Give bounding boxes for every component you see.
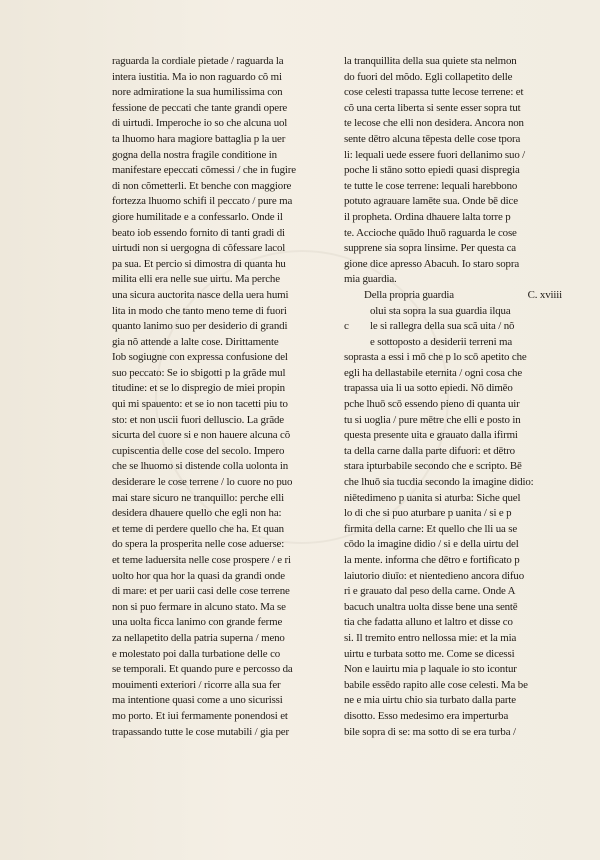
left-text-column [112,54,340,740]
text-line: la mente. informa che dētro e fortificato p [344,554,520,566]
text-line: uolto hor qua hor la quasi da grandi onde [112,569,285,582]
text-line: milita elli era nelle sue uirtu. Ma perche [112,273,280,286]
text-line: bile sopra di se: ma sotto di se era turba / [344,725,516,738]
text-line: fortezza lhuomo schifi il peccato / pure ma [112,195,293,208]
text-line: che lhuō sia tucdia secondo la imagine didio: [344,476,534,489]
text-line: giore humilitade e a confessarlo. Onde il [112,210,283,223]
text-line: fessione de peccati che tante grandi opere [112,101,288,114]
text-line: poche li stāno sotto epiedi quasi dispregia [344,164,520,177]
text-line: laiutorio diuīo: et nientedieno ancora difuo [344,569,524,582]
text-line: e sottoposto a desiderii terreni ma [370,335,513,348]
text-line: te. Accioche quādo lhuō raguarda le cose [344,226,517,239]
text-line: una uolta ficca lanimo con grande ferme [112,616,283,629]
chapter-initial-letter: c [344,320,349,333]
text-line: gogna della nostra fragile conditione in [112,148,277,161]
text-line: che se lhuomo si distende colla uolonta in [112,460,289,473]
text-line: za nellapetito della patria superna / meno [112,631,285,644]
text-line: se temporali. Et quando pure e percosso da [112,663,293,676]
text-line: tu si uoglia / pure mētre che elli e posto in [344,413,521,426]
text-line: ta lhuomo hara magiore battaglia p la uer [112,132,286,145]
text-line: manifestare epeccati cõmessi / che in fugire [112,164,296,177]
text-line: trapassando tutte le cose mutabili / gia per [112,725,289,738]
text-line: si. Il tremito entro nellossa mie: et la mia [344,631,517,644]
text-line: il propheta. Ordina dhauere lalta torre p [344,210,511,223]
text-line: cupiscentia delle cose del secolo. Impero [112,444,285,457]
text-line: di mare: et per uarii casi delle cose terrene [112,585,290,598]
chapter-title: Della propria guardia [364,288,454,301]
text-line: titudine: et se lo dispregio de miei propin [112,382,285,395]
text-line: nore admiratione la sua humilissima con [112,86,283,99]
text-line: uirtudi non si uergogna di cõfessare lacol [112,242,286,255]
right-column-top-text [344,54,566,288]
text-line: niētedimeno p uanita si aturba: Siche quel [344,491,521,504]
text-line: pa sua. Et percio si dimostra di quanta hu [112,257,286,270]
text-line: pche lhuō scō essendo pieno di quanta uir [344,398,520,411]
text-line: una sicura auctorita nasce della uera humi [112,288,289,301]
text-line: te tutte le cose terrene: lequali harebbono [344,179,518,192]
text-line: tia che fadatta alluno et laltro et disse co [344,616,513,629]
text-line: supprene sia sopra linsime. Per questa ca [344,242,516,255]
right-text-column [344,54,566,740]
text-line: intera iustitia. Ma io non raguardo cõ mi [112,70,282,83]
text-line: raguarda la cordiale pietade / raguarda la [112,55,284,67]
text-line: beato iob essendo fornito di tanti gradi di [112,226,285,239]
text-line: la tranquillita della sua quiete sta nelmon [344,55,517,67]
text-line: cõ una certa liberta si sente esser sopra tut [344,101,521,114]
text-line: desidera dhauere quello che egli non ha: [112,507,282,520]
text-line: cose celesti trapassa tutte lecose terrene: et [344,86,524,99]
text-line: bacuch unaltra uolta disse bene una sentē [344,600,518,613]
chapter-number: C. xviiii [527,288,562,301]
chapter-heading [344,288,566,304]
text-line: non si puo fermare in alcuno stato. Ma se [112,600,286,613]
text-line: questa presente uita e grauato dalla ifirmi [344,429,518,442]
text-line: disotto. Esso medesimo era imperturba [344,709,509,722]
text-line: ne e mia uirtu chio sia turbato dalla parte [344,694,516,707]
text-line: potuto agrauare lamēte sua. Onde bē dice [344,195,518,208]
text-line: lita in modo che tanto meno teme di fuori [112,304,287,317]
text-line: mo porto. Et iui fermamente ponendosi et [112,709,288,722]
text-line: c le si rallegra della sua scã uita / nõ [344,319,566,335]
text-line: qui mi spauento: et se io non tacetti piu to [112,398,288,411]
text-line: mia guardia. [344,273,397,286]
text-line: suo peccato: Se io sbigotti p la grãde mul [112,366,286,379]
text-line: te lecose che elli non desidera. Ancora non [344,117,524,130]
text-line: gione dice apresso Abacuh. Io staro sopra [344,257,520,270]
text-line: di non cõmetterli. Et benche con maggiore [112,179,292,192]
text-line: ta della carne dalla parte difuori: et dētro [344,444,515,457]
text-line: sicurta del cuore si e non hauere alcuna cõ [112,429,290,442]
text-line: Non e lauirtu mia p laquale io sto icontur [344,663,517,676]
text-line: olui sta sopra la sua guardia ilqua [370,304,511,317]
text-line: do spera la prosperita nelle cose aduerse: [112,538,285,551]
text-line: sto: et non uscii fuori delluscio. La grãde [112,413,284,426]
text-line: mai stare sicuro ne tranquillo: perche elli [112,491,284,504]
text-line: ma intentione quasi come a uno sicurissi [112,694,283,707]
text-line: uirtu e turbata sotto me. Come se dicessi [344,647,515,660]
text-line: firmita della carne: Et quello che lli ua se [344,522,518,535]
text-line: stara ipturbabile secondo che e scripto. Bē [344,460,522,473]
text-line: li: lequali uede essere fuori dellanimo suo / [344,148,526,161]
text-line: mouimenti exteriori / ricorre alla sua fer [112,678,281,691]
text-line: ri e grauato dal peso della carne. Onde A [344,585,516,598]
text-line: trapassa uia li ua sotto epiedi. Nō dimēo [344,382,513,395]
text-line: babile essēdo rapito alle cose celesti. Ma be [344,678,528,691]
text-line: egli ha dellastabile eternita / ogni cosa che [344,366,523,379]
text-line: gia nõ attende a lalte cose. Dirittamente [112,335,279,348]
text-line: cōdo la imagine didio / si e della uirtu del [344,538,519,551]
text-line: di uirtudi. Imperoche io so che alcuna uol [112,117,288,130]
text-line: et teme laduersita nelle cose prospere / e ri [112,554,291,566]
text-line: sente dētro alcuna tēpesta delle cose tpora [344,132,521,145]
text-line: Iob sogiugne con expressa confusione del [112,351,288,364]
text-line: do fuori del mõdo. Egli collapetito delle [344,70,513,83]
text-line: lo di che si puo aturbare p uanita / si e p [344,507,512,520]
text-line: desiderare le cose terrene / lo cuore no puo [112,476,293,489]
text-line: e molestato poi dalla turbatione delle co [112,647,281,660]
text-line: soprasta a essi i mō che p lo scō apetito che [344,351,527,364]
right-column-chapter-text [344,304,566,741]
text-line: quanto lanimo suo per desiderio di grandi [112,320,288,333]
text-line: et teme di perdere quello che ha. Et quan [112,522,284,535]
